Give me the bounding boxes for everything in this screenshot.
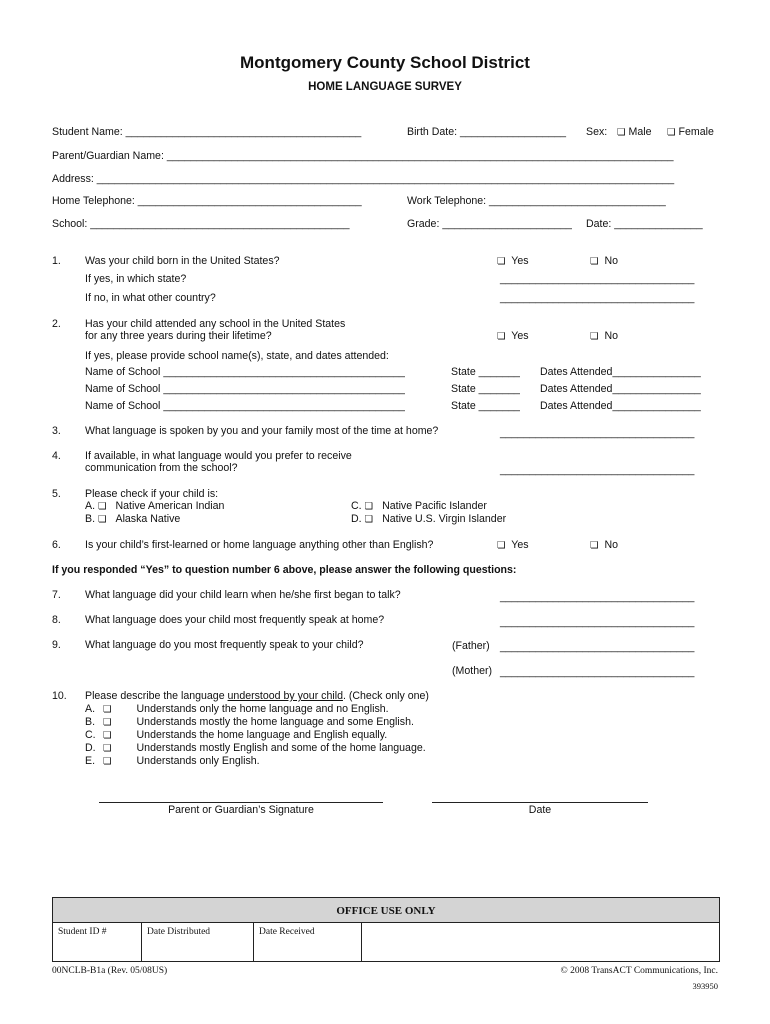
q6-text: Is your child’s first-learned or home language anything other than English? bbox=[85, 539, 434, 551]
checkbox-icon[interactable]: ❏ bbox=[497, 331, 506, 342]
q7-text: What language did your child learn when he/she first began to talk? bbox=[85, 589, 401, 601]
work-telephone-field[interactable]: Work Telephone: ______________________________ bbox=[407, 195, 666, 207]
checkbox-icon[interactable]: ❏ bbox=[103, 730, 112, 741]
date-signed-label: Date bbox=[528, 804, 552, 816]
q4-number: 4. bbox=[52, 450, 61, 462]
q2-number: 2. bbox=[52, 318, 61, 330]
sex-label: Sex: bbox=[586, 126, 608, 138]
document-number: 393950 bbox=[692, 981, 718, 991]
q9-mother-label: (Mother) bbox=[452, 665, 493, 677]
checkbox-icon[interactable]: ❏ bbox=[497, 540, 506, 551]
page-subtitle: HOME LANGUAGE SURVEY bbox=[308, 81, 462, 93]
date-distributed-cell[interactable]: Date Distributed bbox=[142, 923, 254, 961]
q5-option-a[interactable]: A. ❏ Native American Indian bbox=[85, 500, 225, 512]
q3-number: 3. bbox=[52, 425, 61, 437]
q1-state-blank[interactable]: _________________________________ bbox=[500, 273, 695, 285]
office-use-title: OFFICE USE ONLY bbox=[53, 898, 719, 923]
checkbox-icon[interactable]: ❏ bbox=[497, 256, 506, 267]
q4-text-line1: If available, in what language would you prefer to receive bbox=[85, 450, 352, 462]
q10-option-e[interactable]: E. ❏ Understands only English. bbox=[85, 755, 260, 767]
q10-option-b[interactable]: B. ❏ Understands mostly the home language and some English. bbox=[85, 716, 414, 728]
q1-no[interactable]: ❏ No bbox=[590, 255, 619, 267]
q2-state-1[interactable]: State _______ bbox=[451, 366, 520, 378]
q9-mother-blank[interactable]: _________________________________ bbox=[500, 666, 695, 678]
page-title: Montgomery County School District bbox=[240, 53, 530, 72]
checkbox-icon[interactable]: ❏ bbox=[103, 704, 112, 715]
q6-no[interactable]: ❏ No bbox=[590, 539, 619, 551]
address-field[interactable]: Address: __________________________________________________________________________________________________ bbox=[52, 173, 675, 185]
q2-sub-text: If yes, please provide school name(s), state, and dates attended: bbox=[85, 350, 389, 362]
male-option[interactable]: ❏ Male bbox=[617, 126, 652, 138]
q2-state-3[interactable]: State _______ bbox=[451, 400, 520, 412]
form-code: 00NCLB-B1a (Rev. 05/08US) bbox=[52, 966, 168, 976]
q9-father-blank[interactable]: _________________________________ bbox=[500, 641, 695, 653]
q2-dates-3[interactable]: Dates Attended_______________ bbox=[540, 400, 701, 412]
q1-yes[interactable]: ❏ Yes bbox=[497, 255, 529, 267]
checkbox-icon[interactable]: ❏ bbox=[617, 127, 626, 138]
q1-sub-country: If no, in what other country? bbox=[85, 292, 216, 304]
checkbox-icon[interactable]: ❏ bbox=[103, 743, 112, 754]
q9-text: What language do you most frequently speak to your child? bbox=[85, 639, 364, 651]
q5-text: Please check if your child is: bbox=[85, 488, 219, 500]
date-field[interactable]: Date: _______________ bbox=[586, 218, 703, 230]
q4-text-line2: communication from the school? bbox=[85, 462, 238, 474]
q1-text: Was your child born in the United States? bbox=[85, 255, 280, 267]
q2-state-2[interactable]: State _______ bbox=[451, 383, 520, 395]
home-telephone-field[interactable]: Home Telephone: ______________________________________ bbox=[52, 195, 362, 207]
student-id-cell[interactable]: Student ID # bbox=[53, 923, 142, 961]
checkbox-icon[interactable]: ❏ bbox=[97, 501, 107, 512]
office-use-box bbox=[52, 897, 720, 962]
q3-text: What language is spoken by you and your family most of the time at home? bbox=[85, 425, 439, 437]
checkbox-icon[interactable]: ❏ bbox=[364, 501, 374, 512]
q8-text: What language does your child most frequently speak at home? bbox=[85, 614, 385, 626]
checkbox-icon[interactable]: ❏ bbox=[667, 127, 676, 138]
q3-blank[interactable]: _________________________________ bbox=[500, 427, 695, 439]
q7-blank[interactable]: _________________________________ bbox=[500, 591, 695, 603]
q10-text: Please describe the language understood by your child. (Check only one) bbox=[85, 690, 429, 702]
signature-label: Parent or Guardian’s Signature bbox=[168, 804, 314, 816]
parent-name-field[interactable]: Parent/Guardian Name: ______________________________________________________________________________________ bbox=[52, 150, 674, 162]
q5-number: 5. bbox=[52, 488, 61, 500]
checkbox-icon[interactable]: ❏ bbox=[103, 756, 112, 767]
date-received-cell[interactable]: Date Received bbox=[254, 923, 362, 961]
q10-option-d[interactable]: D. ❏ Understands mostly English and some of the home language. bbox=[85, 742, 426, 754]
date-signed-line[interactable] bbox=[432, 802, 648, 803]
q9-father-label: (Father) bbox=[452, 640, 490, 652]
grade-field[interactable]: Grade: ______________________ bbox=[407, 218, 572, 230]
school-field[interactable]: School: ____________________________________________ bbox=[52, 218, 350, 230]
q2-school-name-3[interactable]: Name of School _________________________________________ bbox=[85, 400, 405, 412]
q10-number: 10. bbox=[52, 690, 67, 702]
q6-yes[interactable]: ❏ Yes bbox=[497, 539, 529, 551]
q2-yes[interactable]: ❏ Yes bbox=[497, 330, 529, 342]
q8-number: 8. bbox=[52, 614, 61, 626]
q2-text-line1: Has your child attended any school in the United States bbox=[85, 318, 346, 330]
q10-option-a[interactable]: A. ❏ Understands only the home language and no English. bbox=[85, 703, 389, 715]
checkbox-icon[interactable]: ❏ bbox=[590, 331, 599, 342]
instruction-text: If you responded “Yes” to question number 6 above, please answer the following questions: bbox=[52, 564, 517, 576]
signature-line[interactable] bbox=[99, 802, 383, 803]
q2-dates-2[interactable]: Dates Attended_______________ bbox=[540, 383, 701, 395]
q5-option-d[interactable]: D. ❏ Native U.S. Virgin Islander bbox=[351, 513, 507, 525]
q5-option-b[interactable]: B. ❏ Alaska Native bbox=[85, 513, 181, 525]
checkbox-icon[interactable]: ❏ bbox=[364, 514, 374, 525]
q2-dates-1[interactable]: Dates Attended_______________ bbox=[540, 366, 701, 378]
q8-blank[interactable]: _________________________________ bbox=[500, 616, 695, 628]
q2-text-line2: for any three years during their lifetime? bbox=[85, 330, 272, 342]
q1-country-blank[interactable]: _________________________________ bbox=[500, 292, 695, 304]
q6-number: 6. bbox=[52, 539, 61, 551]
q2-no[interactable]: ❏ No bbox=[590, 330, 619, 342]
checkbox-icon[interactable]: ❏ bbox=[590, 256, 599, 267]
q1-sub-state: If yes, in which state? bbox=[85, 273, 187, 285]
q2-school-name-2[interactable]: Name of School _________________________________________ bbox=[85, 383, 405, 395]
student-name-field[interactable]: Student Name: ________________________________________ bbox=[52, 126, 362, 138]
q9-number: 9. bbox=[52, 639, 61, 651]
checkbox-icon[interactable]: ❏ bbox=[97, 514, 107, 525]
q4-blank[interactable]: _________________________________ bbox=[500, 464, 695, 476]
q7-number: 7. bbox=[52, 589, 61, 601]
female-option[interactable]: ❏ Female bbox=[667, 126, 714, 138]
q2-school-name-1[interactable]: Name of School _________________________________________ bbox=[85, 366, 405, 378]
birth-date-field[interactable]: Birth Date: __________________ bbox=[407, 126, 567, 138]
q1-number: 1. bbox=[52, 255, 61, 267]
checkbox-icon[interactable]: ❏ bbox=[103, 717, 112, 728]
q5-option-c[interactable]: C. ❏ Native Pacific Islander bbox=[351, 500, 487, 512]
q10-option-c[interactable]: C. ❏ Understands the home language and English equally. bbox=[85, 729, 388, 741]
checkbox-icon[interactable]: ❏ bbox=[590, 540, 599, 551]
copyright: © 2008 TransACT Communications, Inc. bbox=[560, 966, 718, 976]
office-blank-cell[interactable] bbox=[362, 923, 719, 961]
